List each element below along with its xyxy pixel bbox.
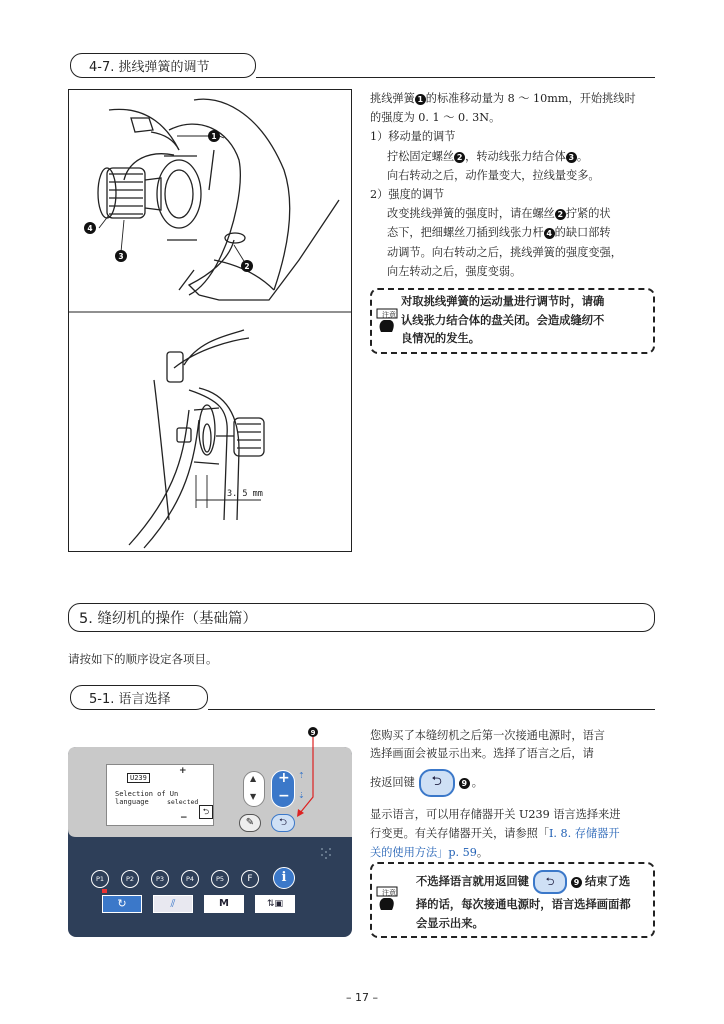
memory-switch-link[interactable]: I. 8. 存储器开: [549, 827, 620, 840]
dimension-label: 3. 5 mm: [227, 489, 263, 499]
info-button[interactable]: i: [273, 867, 295, 889]
section-5-1-title: 5-1. 语言选择: [70, 685, 208, 710]
return-key-icon: ⮌: [419, 769, 455, 797]
plus-icon: +: [278, 770, 290, 786]
memory-switch-code: U239: [127, 773, 150, 783]
p5-button[interactable]: P5: [211, 870, 229, 888]
section-5-intro: 请按如下的顺序设定各项目。: [68, 652, 218, 666]
p4-button[interactable]: P4: [181, 870, 199, 888]
lcd-plus: +: [179, 766, 187, 776]
p3-button[interactable]: P3: [151, 870, 169, 888]
return-button[interactable]: ⮌: [271, 814, 295, 832]
section-5-1-body: 您购买了本缝纫机之后第一次接通电源时，语言 选择画面会被显示出来。选择了语言之后，请 按返回键 ⮌ 9 。 显示语言，可以用存储器开关 U239 语言选择来进 行变更。有关存储器开关，请参照「I. 8. 存储器开 关的使用方法」p. 59。: [370, 729, 621, 859]
thread-clamp-key[interactable]: ⫽: [153, 895, 193, 913]
speed-down-icon: ⇣: [298, 791, 305, 800]
edit-button[interactable]: ✎: [239, 814, 261, 832]
speed-up-icon: ⇡: [298, 771, 305, 780]
callout-inline-1: 1: [415, 94, 426, 105]
lcd-line2: language: [115, 798, 149, 806]
section-4-7-body: 挑线弹簧 1 的标准移动量为 8 ～ 10mm，开始挑线时 的强度为 0. 1 ～ 0. 3N。 1）移动量的调节 拧松固定螺丝 2 ，转动线张力结合体 3 。 向右转动之后，动作量变大，拉线量变多。 2）强度的调节 改变挑线弹簧的强度时，请在螺丝 2 拧紧的状 态下，把细螺丝刀插到线张力杆 4 的缺口部转 动调节。向右转动之后，挑线弹簧的强度变强， 向左转动之后，强度变弱。: [370, 92, 636, 278]
lcd-minus: −: [180, 813, 188, 823]
callout-2: 2: [244, 262, 250, 271]
arrow-down-icon: ▼: [250, 792, 257, 801]
callout-1: 1: [211, 132, 217, 141]
caution-hand-icon-2: [376, 886, 398, 912]
section-4-7-rule: [256, 77, 655, 78]
caution-note-4-7: 注 意 对取挑线弹簧的运动量进行调节时，请确 认线张力结合体的盘关闭。会造成缝纫不 良情况的发生。: [370, 288, 655, 354]
operation-panel: [68, 727, 352, 937]
callout-4: 4: [87, 224, 93, 233]
lcd-selected: selected: [167, 798, 199, 806]
figure-thread-take-up-spring: [68, 89, 352, 552]
page-number: – 17 –: [346, 991, 378, 1004]
callout-3: 3: [118, 252, 124, 261]
svg-text:意: 意: [389, 889, 396, 897]
callout-inline-4: 4: [544, 228, 555, 239]
svg-text:注: 注: [382, 889, 389, 897]
callout-inline-2b: 2: [555, 209, 566, 220]
section-5-title: 5. 缝纫机的操作（基础篇）: [68, 603, 655, 632]
lcd-line1: Selection of Un: [115, 790, 179, 798]
p2-button[interactable]: P2: [121, 870, 139, 888]
arrow-up-down-button[interactable]: [243, 771, 265, 807]
mechanism-drawing: [69, 90, 351, 551]
ready-key[interactable]: ↻: [102, 895, 142, 913]
svg-text:注: 注: [382, 311, 389, 319]
f-button[interactable]: F: [241, 870, 259, 888]
callout-inline-9: 9: [459, 778, 470, 789]
callout-inline-2: 2: [454, 152, 465, 163]
return-key-icon-note: ⮌: [533, 870, 567, 894]
caution-hand-icon: [376, 308, 398, 334]
callout-inline-3: 3: [566, 152, 577, 163]
caution-note-5-1: 注 意 不选择语言就用返回键 ⮌ 9 结束了选 择的话，每次接通电源时，语言选择画面都 会显示出来。: [370, 862, 655, 938]
svg-text:意: 意: [389, 311, 396, 319]
lcd-screen: [106, 764, 214, 826]
minus-icon: −: [278, 788, 290, 804]
plus-minus-button[interactable]: [271, 770, 295, 808]
ready-indicator-icon: [102, 889, 107, 893]
arrow-up-icon: ▲: [250, 774, 257, 783]
lcd-back-icon: ⮌: [199, 805, 213, 819]
p1-button[interactable]: P1: [91, 870, 109, 888]
section-5-1-rule: [208, 709, 655, 710]
section-4-7-title: 4-7. 挑线弹簧的调节: [70, 53, 256, 78]
callout-9: 9: [310, 729, 316, 737]
memory-switch-link-cont[interactable]: 关的使用方法」p. 59: [370, 846, 477, 859]
m-key[interactable]: M: [204, 895, 244, 913]
callout-inline-9-note: 9: [571, 877, 582, 888]
communication-key[interactable]: ⇅▣: [255, 895, 295, 913]
